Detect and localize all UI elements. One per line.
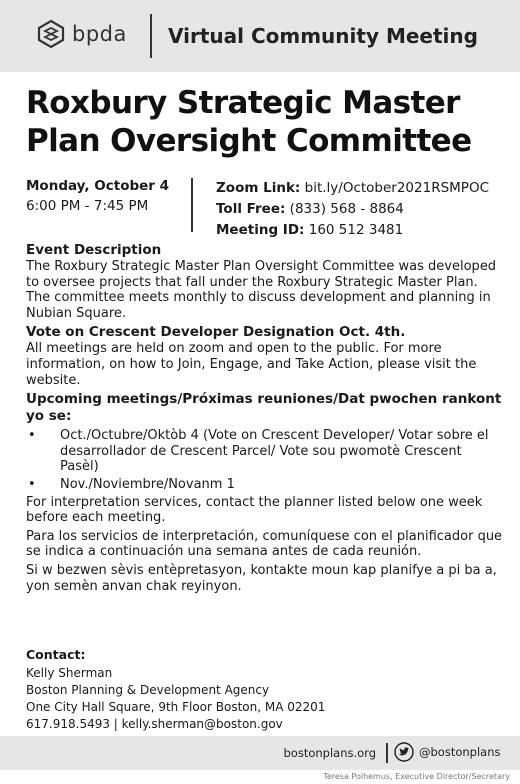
title-line: Plan Oversight Committee bbox=[26, 123, 472, 159]
list-item bbox=[26, 477, 504, 493]
toll-label: Toll Free: bbox=[216, 201, 286, 217]
header-bar bbox=[0, 0, 520, 72]
list-item bbox=[26, 428, 504, 475]
footer-handle: @bostonplans bbox=[419, 745, 501, 759]
list-item-text: Oct./Octubre/Oktòb 4 (Vote on Crescent Developer/ Votar sobre el desarrollador de Crescent Parcel/ Vote sou pwomotè Crescent Pasèl) bbox=[60, 428, 489, 475]
description-text: The Roxbury Strategic Master Plan Oversight Committee was developed to oversee projects that fall under the Roxbury Strategic Master Plan. The committee meets monthly to discuss development and planning in Nubian Square. bbox=[26, 259, 497, 321]
footer-bar bbox=[0, 736, 520, 770]
meeting-day: Monday, October 4 bbox=[26, 178, 170, 194]
header-title: Virtual Community Meeting bbox=[168, 24, 478, 48]
footer-website-link[interactable]: bostonplans.org bbox=[283, 746, 376, 760]
meeting-info bbox=[216, 178, 489, 241]
vote-heading: Vote on Crescent Developer Designation Oct. 4th. bbox=[26, 324, 406, 341]
contact-org: Boston Planning & Development Agency bbox=[26, 683, 270, 697]
footer-divider bbox=[386, 743, 388, 763]
interpretation-english: For interpretation services, contact the planner listed below one week before each meeting. bbox=[26, 494, 483, 526]
twitter-bird-icon bbox=[394, 742, 414, 762]
footer-credit: Teresa Polhemus, Executive Director/Secretary bbox=[323, 772, 510, 781]
contact-address: One City Hall Square, 9th Floor Boston, MA 02201 bbox=[26, 700, 326, 714]
zoom-row bbox=[216, 178, 489, 199]
footer-social[interactable] bbox=[394, 742, 500, 762]
contact-block bbox=[26, 646, 325, 733]
bpda-logo bbox=[36, 19, 127, 49]
header-divider bbox=[150, 14, 152, 58]
bullet: • bbox=[28, 476, 36, 492]
title-line: Roxbury Strategic Master bbox=[26, 85, 460, 121]
bullet: • bbox=[28, 428, 36, 444]
page-title bbox=[26, 84, 496, 160]
date-block bbox=[26, 176, 169, 216]
bpda-logo-icon bbox=[36, 19, 66, 49]
toll-number: (833) 568 - 8864 bbox=[289, 201, 404, 217]
interpretation-spanish: Para los servicios de interpretación, comuníquese con el planificador que se indica a continuación una semana antes de cada reunión. bbox=[26, 528, 503, 560]
contact-name: Kelly Sherman bbox=[26, 666, 113, 680]
public-text: All meetings are held on zoom and open to the public. For more information, on how to Join, Engage, and Take Action, please visit the website. bbox=[26, 341, 477, 388]
logo-text: bpda bbox=[72, 22, 127, 46]
toll-row bbox=[216, 199, 489, 220]
zoom-label: Zoom Link: bbox=[216, 180, 301, 196]
upcoming-list bbox=[26, 428, 504, 492]
zoom-link[interactable]: bit.ly/October2021RSMPOC bbox=[304, 180, 489, 196]
meeting-id-label: Meeting ID: bbox=[216, 222, 305, 238]
info-divider bbox=[191, 178, 193, 232]
upcoming-heading: Upcoming meetings/Próximas reuniones/Dat pwochen rankont yo se: bbox=[26, 391, 502, 425]
description-heading: Event Description bbox=[26, 242, 162, 258]
contact-phone-email[interactable]: 617.918.5493 | kelly.sherman@boston.gov bbox=[26, 717, 283, 731]
list-item-text: Nov./Noviembre/Novanm 1 bbox=[60, 476, 235, 492]
meeting-time: 6:00 PM - 7:45 PM bbox=[26, 198, 149, 214]
interpretation-creole: Si w bezwen sèvis entèpretasyon, kontakte moun kap planifye a pi ba a, yon semèn anvan chak reyinyon. bbox=[26, 562, 497, 594]
contact-heading: Contact: bbox=[26, 647, 86, 662]
meeting-id-row bbox=[216, 220, 489, 241]
event-body bbox=[26, 242, 504, 597]
meeting-id-value: 160 512 3481 bbox=[308, 222, 404, 238]
